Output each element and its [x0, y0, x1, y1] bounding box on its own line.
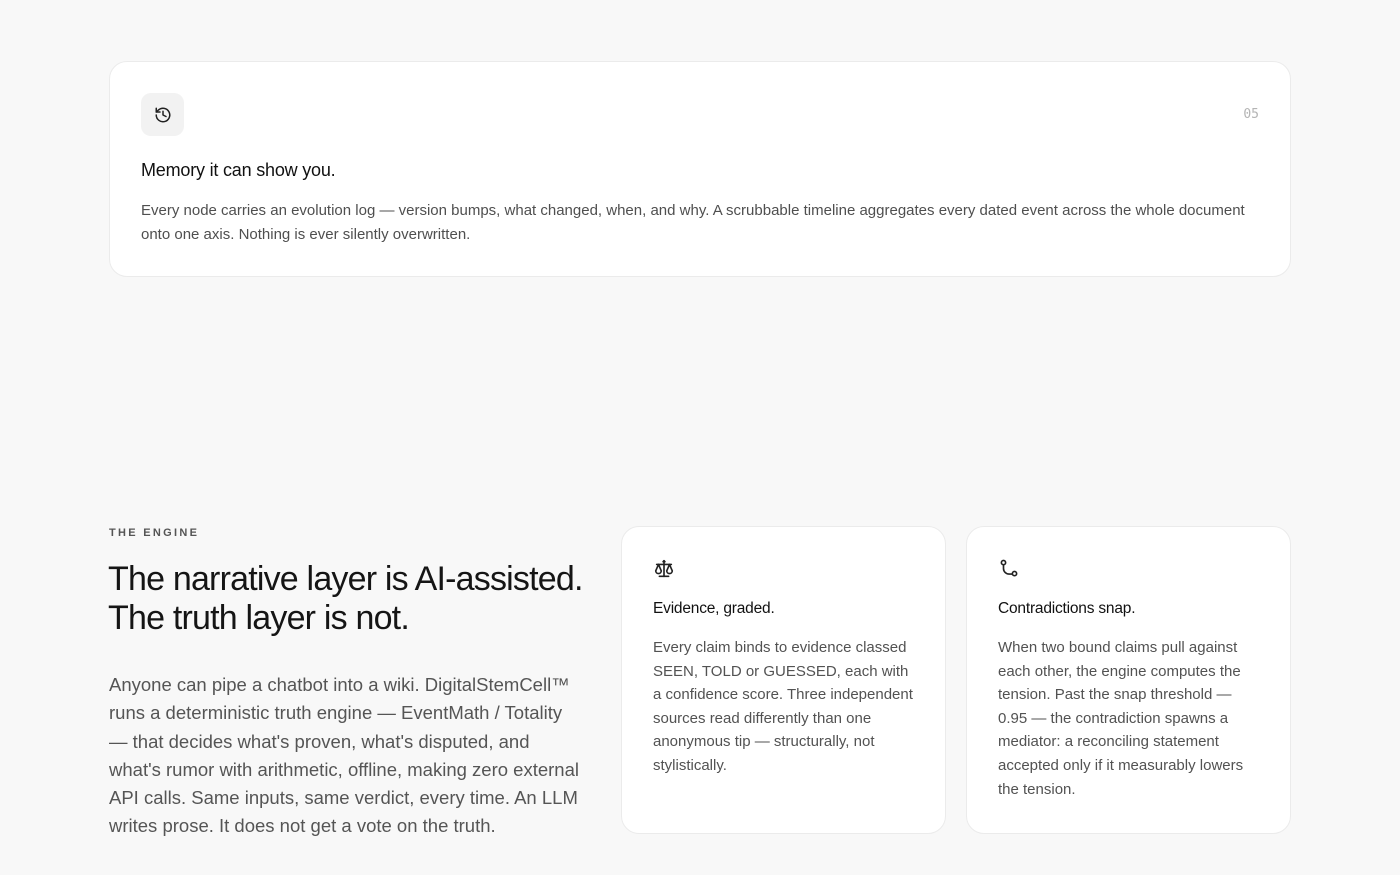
- evidence-card-title: Evidence, graded.: [653, 600, 775, 617]
- git-branch-icon: [998, 558, 1020, 580]
- contradictions-card-title: Contradictions snap.: [998, 600, 1136, 617]
- section-eyebrow: THE ENGINE: [109, 527, 200, 539]
- feature-card: [109, 61, 1291, 277]
- contradictions-card-description: When two bound claims pull against each other, the engine computes the tension. Past the snap threshold — 0.95 — the contradiction spawns a mediator: a reconciling statement accepted only if it measurably lowers the tension.: [998, 639, 1244, 798]
- engine-heading-line-2: The truth layer is not.: [108, 599, 409, 637]
- feature-description: Every node carries an evolution log — version bumps, what changed, when, and why. A scrubbable timeline aggregates every dated event across the whole document onto one axis. Nothing is ever silently overwritten.: [141, 202, 1245, 243]
- scale-icon: [653, 558, 675, 580]
- history-icon: [154, 106, 172, 124]
- evidence-card-description: Every claim binds to evidence classed SEEN, TOLD or GUESSED, each with a confidence score. Three independent sources read differently than one anonymous tip — structurally, not stylistically.: [653, 639, 913, 774]
- evidence-card: [621, 526, 946, 834]
- history-icon-badge: [141, 93, 184, 136]
- engine-heading-line-1: The narrative layer is AI-assisted.: [108, 560, 583, 598]
- engine-body: Anyone can pipe a chatbot into a wiki. DigitalStemCell™ runs a deterministic truth engine — EventMath / Totality — that decides what's proven, what's disputed, and what's rumor with arithmetic, offline, making zero external API calls. Same inputs, same verdict, every time. An LLM writes prose. It does not get a vote on the truth.: [109, 674, 579, 837]
- contradictions-card: [966, 526, 1291, 834]
- feature-title: Memory it can show you.: [141, 160, 336, 180]
- engine-heading: [108, 560, 608, 638]
- feature-number: 05: [1243, 107, 1259, 122]
